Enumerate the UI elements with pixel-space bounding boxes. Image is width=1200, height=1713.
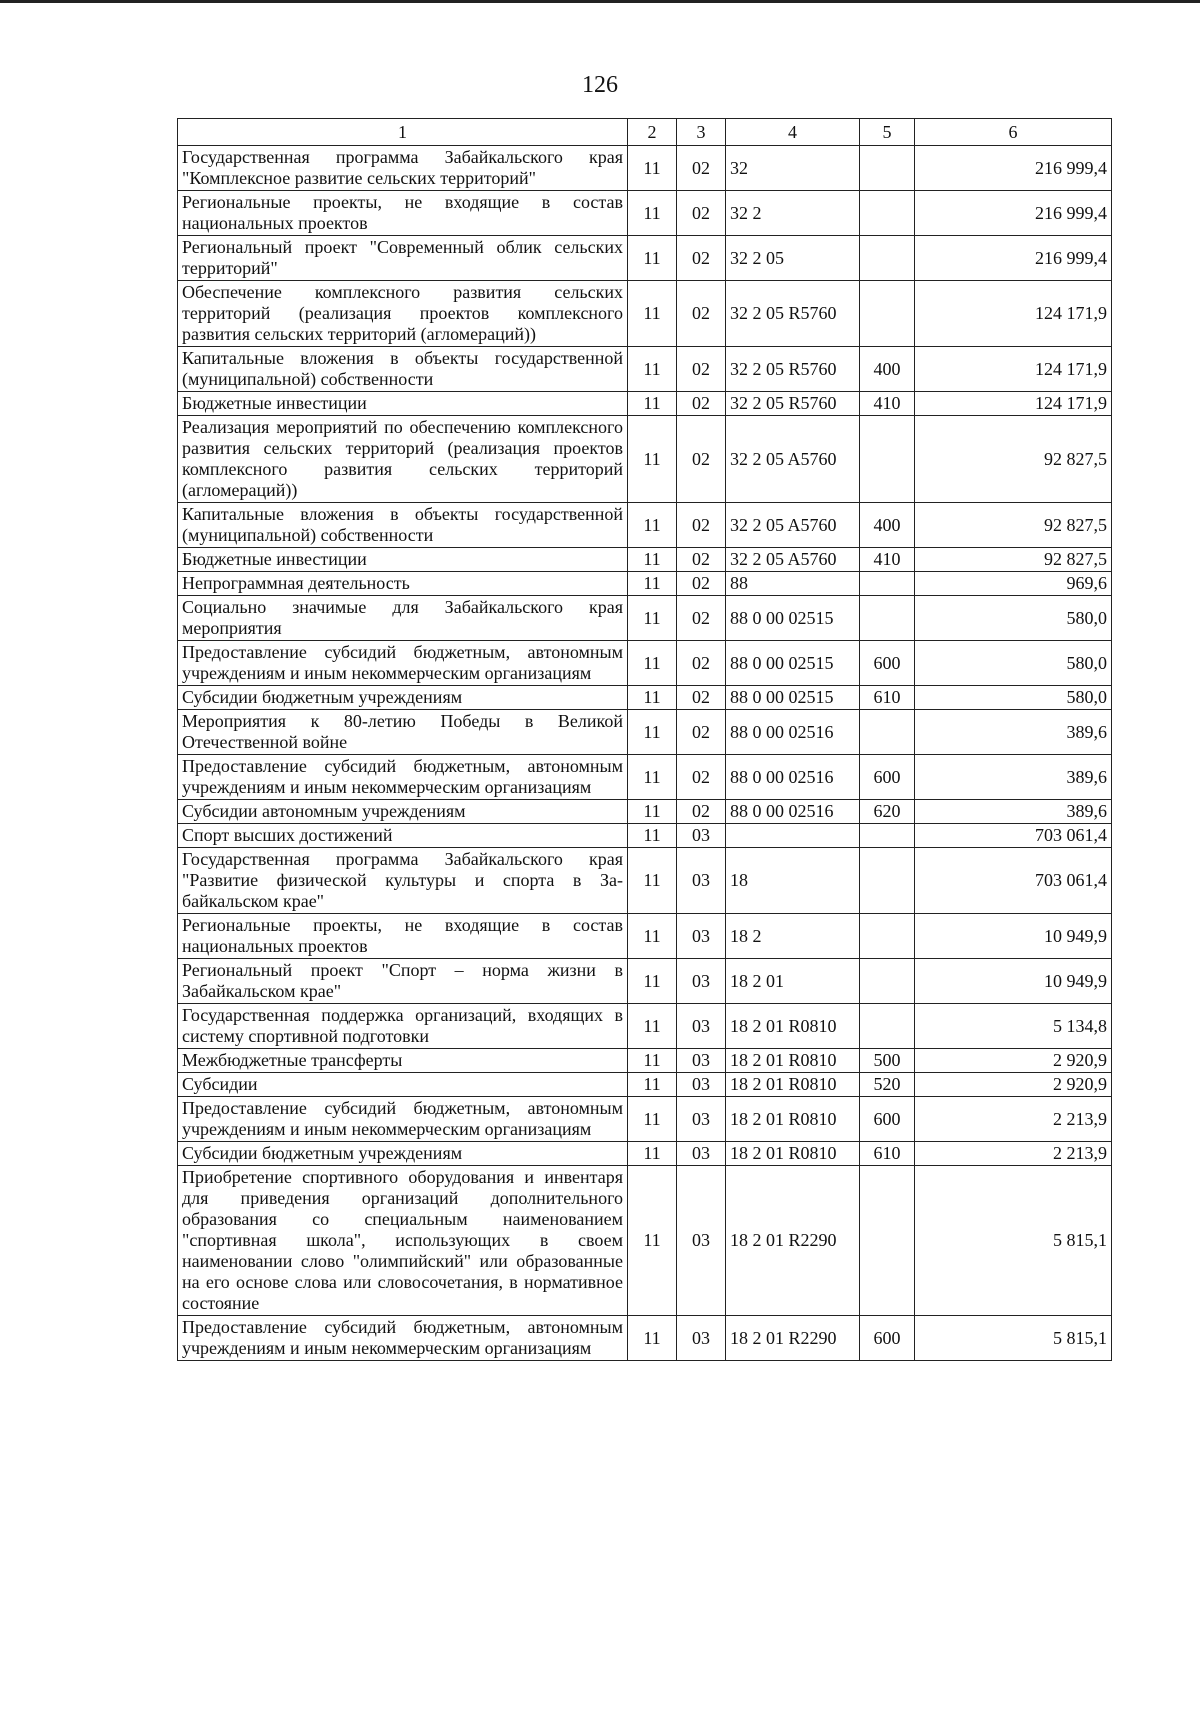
expense-type-cell: 410 <box>860 548 915 572</box>
expense-type-cell <box>860 146 915 191</box>
table-row <box>178 1049 1112 1073</box>
target-code-cell: 32 2 05 A5760 <box>726 503 860 548</box>
subsection-cell: 02 <box>677 191 726 236</box>
page-number: 126 <box>582 72 618 98</box>
amount-cell: 2 920,9 <box>915 1049 1112 1073</box>
row-name-cell: Бюджетные инвестиции <box>178 548 628 572</box>
table-row <box>178 548 1112 572</box>
section-cell: 11 <box>628 281 677 347</box>
amount-cell: 216 999,4 <box>915 191 1112 236</box>
subsection-cell: 03 <box>677 1049 726 1073</box>
amount-cell: 5 134,8 <box>915 1004 1112 1049</box>
section-cell: 11 <box>628 1004 677 1049</box>
amount-cell: 216 999,4 <box>915 146 1112 191</box>
section-cell: 11 <box>628 236 677 281</box>
table-row <box>178 1097 1112 1142</box>
subsection-cell: 02 <box>677 416 726 503</box>
section-cell: 11 <box>628 641 677 686</box>
row-name-cell: Капитальные вложения в объекты государственной (муниципальной) собственности <box>178 347 628 392</box>
target-code-cell: 18 2 01 R0810 <box>726 1049 860 1073</box>
amount-cell: 703 061,4 <box>915 824 1112 848</box>
subsection-cell: 03 <box>677 1316 726 1361</box>
target-code-cell: 18 2 01 R0810 <box>726 1073 860 1097</box>
target-code-cell: 32 2 <box>726 191 860 236</box>
section-cell: 11 <box>628 755 677 800</box>
subsection-cell: 02 <box>677 236 726 281</box>
expense-type-cell <box>860 848 915 914</box>
amount-cell: 2 213,9 <box>915 1142 1112 1166</box>
column-header: 6 <box>915 119 1112 146</box>
subsection-cell: 02 <box>677 347 726 392</box>
target-code-cell: 18 2 01 R0810 <box>726 1142 860 1166</box>
section-cell: 11 <box>628 416 677 503</box>
table-row <box>178 392 1112 416</box>
expense-type-cell <box>860 236 915 281</box>
expense-type-cell <box>860 572 915 596</box>
row-name-cell: Субсидии бюджетным учреждениям <box>178 1142 628 1166</box>
table-row <box>178 1166 1112 1316</box>
section-cell: 11 <box>628 146 677 191</box>
target-code-cell: 88 0 00 02515 <box>726 641 860 686</box>
target-code-cell: 32 2 05 R5760 <box>726 392 860 416</box>
table-row <box>178 236 1112 281</box>
column-header: 3 <box>677 119 726 146</box>
amount-cell: 580,0 <box>915 641 1112 686</box>
amount-cell: 389,6 <box>915 755 1112 800</box>
target-code-cell: 88 0 00 02516 <box>726 710 860 755</box>
target-code-cell: 32 2 05 <box>726 236 860 281</box>
subsection-cell: 03 <box>677 1142 726 1166</box>
amount-cell: 124 171,9 <box>915 392 1112 416</box>
table-row <box>178 755 1112 800</box>
subsection-cell: 03 <box>677 1073 726 1097</box>
amount-cell: 580,0 <box>915 686 1112 710</box>
row-name-cell: Государственная поддержка организаций, входящих в систему спортивной подготовки <box>178 1004 628 1049</box>
row-name-cell: Региональный проект "Современный облик сельских территорий" <box>178 236 628 281</box>
subsection-cell: 03 <box>677 1166 726 1316</box>
amount-cell: 389,6 <box>915 800 1112 824</box>
amount-cell: 92 827,5 <box>915 548 1112 572</box>
table-row <box>178 848 1112 914</box>
section-cell: 11 <box>628 686 677 710</box>
row-name-cell: Региональные проекты, не входящие в состав национальных проектов <box>178 191 628 236</box>
expense-type-cell: 600 <box>860 1316 915 1361</box>
target-code-cell: 18 2 <box>726 914 860 959</box>
section-cell: 11 <box>628 1097 677 1142</box>
row-name-cell: Приобретение спортивного оборудования и инвентаря для приведения организаций дополнительного образования со специальным наименованием "спортивная школа", использующих в своем наименовании слово "олимпийский" или образованные на его основе слова или словосочетания, в нормативное состояние <box>178 1166 628 1316</box>
subsection-cell: 03 <box>677 1004 726 1049</box>
table-row <box>178 146 1112 191</box>
budget-table <box>177 118 1112 1361</box>
target-code-cell: 18 2 01 R2290 <box>726 1166 860 1316</box>
table-row <box>178 686 1112 710</box>
table-row <box>178 347 1112 392</box>
table-row <box>178 959 1112 1004</box>
expense-type-cell: 600 <box>860 755 915 800</box>
amount-cell: 5 815,1 <box>915 1166 1112 1316</box>
expense-type-cell <box>860 914 915 959</box>
target-code-cell: 88 <box>726 572 860 596</box>
amount-cell: 2 920,9 <box>915 1073 1112 1097</box>
subsection-cell: 02 <box>677 281 726 347</box>
subsection-cell: 03 <box>677 1097 726 1142</box>
expense-type-cell: 620 <box>860 800 915 824</box>
top-border-line <box>0 0 1200 3</box>
subsection-cell: 03 <box>677 848 726 914</box>
target-code-cell: 32 <box>726 146 860 191</box>
section-cell: 11 <box>628 596 677 641</box>
amount-cell: 389,6 <box>915 710 1112 755</box>
amount-cell: 10 949,9 <box>915 914 1112 959</box>
table-row <box>178 1004 1112 1049</box>
expense-type-cell <box>860 710 915 755</box>
amount-cell: 216 999,4 <box>915 236 1112 281</box>
target-code-cell: 18 2 01 R0810 <box>726 1004 860 1049</box>
amount-cell: 10 949,9 <box>915 959 1112 1004</box>
expense-type-cell <box>860 416 915 503</box>
target-code-cell: 18 2 01 R0810 <box>726 1097 860 1142</box>
row-name-cell: Обеспечение комплексного развития сельских территорий (реализация проектов комплексного развития сельских территорий (агломераций)) <box>178 281 628 347</box>
column-header: 4 <box>726 119 860 146</box>
amount-cell: 92 827,5 <box>915 416 1112 503</box>
row-name-cell: Межбюджетные трансферты <box>178 1049 628 1073</box>
target-code-cell: 18 2 01 R2290 <box>726 1316 860 1361</box>
section-cell: 11 <box>628 1166 677 1316</box>
section-cell: 11 <box>628 503 677 548</box>
subsection-cell: 03 <box>677 959 726 1004</box>
table-body <box>178 146 1112 1361</box>
subsection-cell: 02 <box>677 572 726 596</box>
row-name-cell: Субсидии автономным учреждениям <box>178 800 628 824</box>
subsection-cell: 02 <box>677 146 726 191</box>
target-code-cell <box>726 824 860 848</box>
expense-type-cell: 400 <box>860 503 915 548</box>
expense-type-cell <box>860 959 915 1004</box>
row-name-cell: Спорт высших достижений <box>178 824 628 848</box>
expense-type-cell <box>860 281 915 347</box>
section-cell: 11 <box>628 824 677 848</box>
table-row <box>178 596 1112 641</box>
table-row <box>178 1073 1112 1097</box>
table-row <box>178 710 1112 755</box>
table-row <box>178 416 1112 503</box>
subsection-cell: 02 <box>677 755 726 800</box>
subsection-cell: 02 <box>677 686 726 710</box>
target-code-cell: 88 0 00 02516 <box>726 755 860 800</box>
row-name-cell: Капитальные вложения в объекты государственной (муниципальной) собственности <box>178 503 628 548</box>
table-row <box>178 503 1112 548</box>
row-name-cell: Субсидии <box>178 1073 628 1097</box>
expense-type-cell: 500 <box>860 1049 915 1073</box>
expense-type-cell <box>860 1004 915 1049</box>
section-cell: 11 <box>628 1142 677 1166</box>
expense-type-cell: 520 <box>860 1073 915 1097</box>
target-code-cell: 88 0 00 02516 <box>726 800 860 824</box>
target-code-cell: 32 2 05 A5760 <box>726 416 860 503</box>
row-name-cell: Непрограммная деятельность <box>178 572 628 596</box>
table-row <box>178 914 1112 959</box>
subsection-cell: 02 <box>677 548 726 572</box>
row-name-cell: Мероприятия к 80-летию Победы в Великой Отечественной войне <box>178 710 628 755</box>
table-row <box>178 281 1112 347</box>
table-row <box>178 824 1112 848</box>
section-cell: 11 <box>628 710 677 755</box>
section-cell: 11 <box>628 572 677 596</box>
section-cell: 11 <box>628 392 677 416</box>
section-cell: 11 <box>628 548 677 572</box>
subsection-cell: 02 <box>677 641 726 686</box>
subsection-cell: 02 <box>677 710 726 755</box>
amount-cell: 2 213,9 <box>915 1097 1112 1142</box>
subsection-cell: 03 <box>677 914 726 959</box>
table-row <box>178 1316 1112 1361</box>
amount-cell: 124 171,9 <box>915 281 1112 347</box>
row-name-cell: Региональный проект "Спорт – норма жизни в Забайкальском крае" <box>178 959 628 1004</box>
target-code-cell: 32 2 05 A5760 <box>726 548 860 572</box>
row-name-cell: Предоставление субсидий бюджетным, автономным учреждениям и иным некоммерческим организациям <box>178 1316 628 1361</box>
column-header: 2 <box>628 119 677 146</box>
row-name-cell: Предоставление субсидий бюджетным, автономным учреждениям и иным некоммерческим организациям <box>178 1097 628 1142</box>
section-cell: 11 <box>628 1316 677 1361</box>
expense-type-cell <box>860 191 915 236</box>
subsection-cell: 02 <box>677 392 726 416</box>
expense-type-cell <box>860 596 915 641</box>
column-header: 1 <box>178 119 628 146</box>
row-name-cell: Региональные проекты, не входящие в состав национальных проектов <box>178 914 628 959</box>
subsection-cell: 03 <box>677 824 726 848</box>
target-code-cell: 88 0 00 02515 <box>726 686 860 710</box>
expense-type-cell <box>860 824 915 848</box>
target-code-cell: 18 2 01 <box>726 959 860 1004</box>
expense-type-cell: 600 <box>860 1097 915 1142</box>
target-code-cell: 88 0 00 02515 <box>726 596 860 641</box>
expense-type-cell: 400 <box>860 347 915 392</box>
subsection-cell: 02 <box>677 800 726 824</box>
subsection-cell: 02 <box>677 503 726 548</box>
subsection-cell: 02 <box>677 596 726 641</box>
header-row <box>178 119 1112 146</box>
target-code-cell: 32 2 05 R5760 <box>726 347 860 392</box>
table-row <box>178 800 1112 824</box>
section-cell: 11 <box>628 1073 677 1097</box>
section-cell: 11 <box>628 848 677 914</box>
amount-cell: 92 827,5 <box>915 503 1112 548</box>
table-row <box>178 641 1112 686</box>
expense-type-cell: 410 <box>860 392 915 416</box>
amount-cell: 969,6 <box>915 572 1112 596</box>
section-cell: 11 <box>628 1049 677 1073</box>
section-cell: 11 <box>628 800 677 824</box>
amount-cell: 580,0 <box>915 596 1112 641</box>
target-code-cell: 18 <box>726 848 860 914</box>
expense-type-cell: 600 <box>860 641 915 686</box>
section-cell: 11 <box>628 347 677 392</box>
row-name-cell: Субсидии бюджетным учреждениям <box>178 686 628 710</box>
row-name-cell: Государственная программа Забайкальского края "Комплексное развитие сельских территорий" <box>178 146 628 191</box>
column-header: 5 <box>860 119 915 146</box>
row-name-cell: Социально значимые для Забайкальского края мероприятия <box>178 596 628 641</box>
expense-type-cell: 610 <box>860 686 915 710</box>
table-row <box>178 1142 1112 1166</box>
amount-cell: 703 061,4 <box>915 848 1112 914</box>
amount-cell: 124 171,9 <box>915 347 1112 392</box>
expense-type-cell: 610 <box>860 1142 915 1166</box>
section-cell: 11 <box>628 959 677 1004</box>
row-name-cell: Бюджетные инвестиции <box>178 392 628 416</box>
row-name-cell: Предоставление субсидий бюджетным, автономным учреждениям и иным некоммерческим организациям <box>178 755 628 800</box>
amount-cell: 5 815,1 <box>915 1316 1112 1361</box>
row-name-cell: Государственная программа Забайкальского края "Развитие физической культуры и спорта в Забайкальском крае" <box>178 848 628 914</box>
table-row <box>178 191 1112 236</box>
section-cell: 11 <box>628 914 677 959</box>
row-name-cell: Реализация мероприятий по обеспечению комплексного развития сельских территорий (реализация проектов комплексного развития сельских территорий (агломераций)) <box>178 416 628 503</box>
table-row <box>178 572 1112 596</box>
row-name-cell: Предоставление субсидий бюджетным, автономным учреждениям и иным некоммерческим организациям <box>178 641 628 686</box>
expense-type-cell <box>860 1166 915 1316</box>
target-code-cell: 32 2 05 R5760 <box>726 281 860 347</box>
section-cell: 11 <box>628 191 677 236</box>
